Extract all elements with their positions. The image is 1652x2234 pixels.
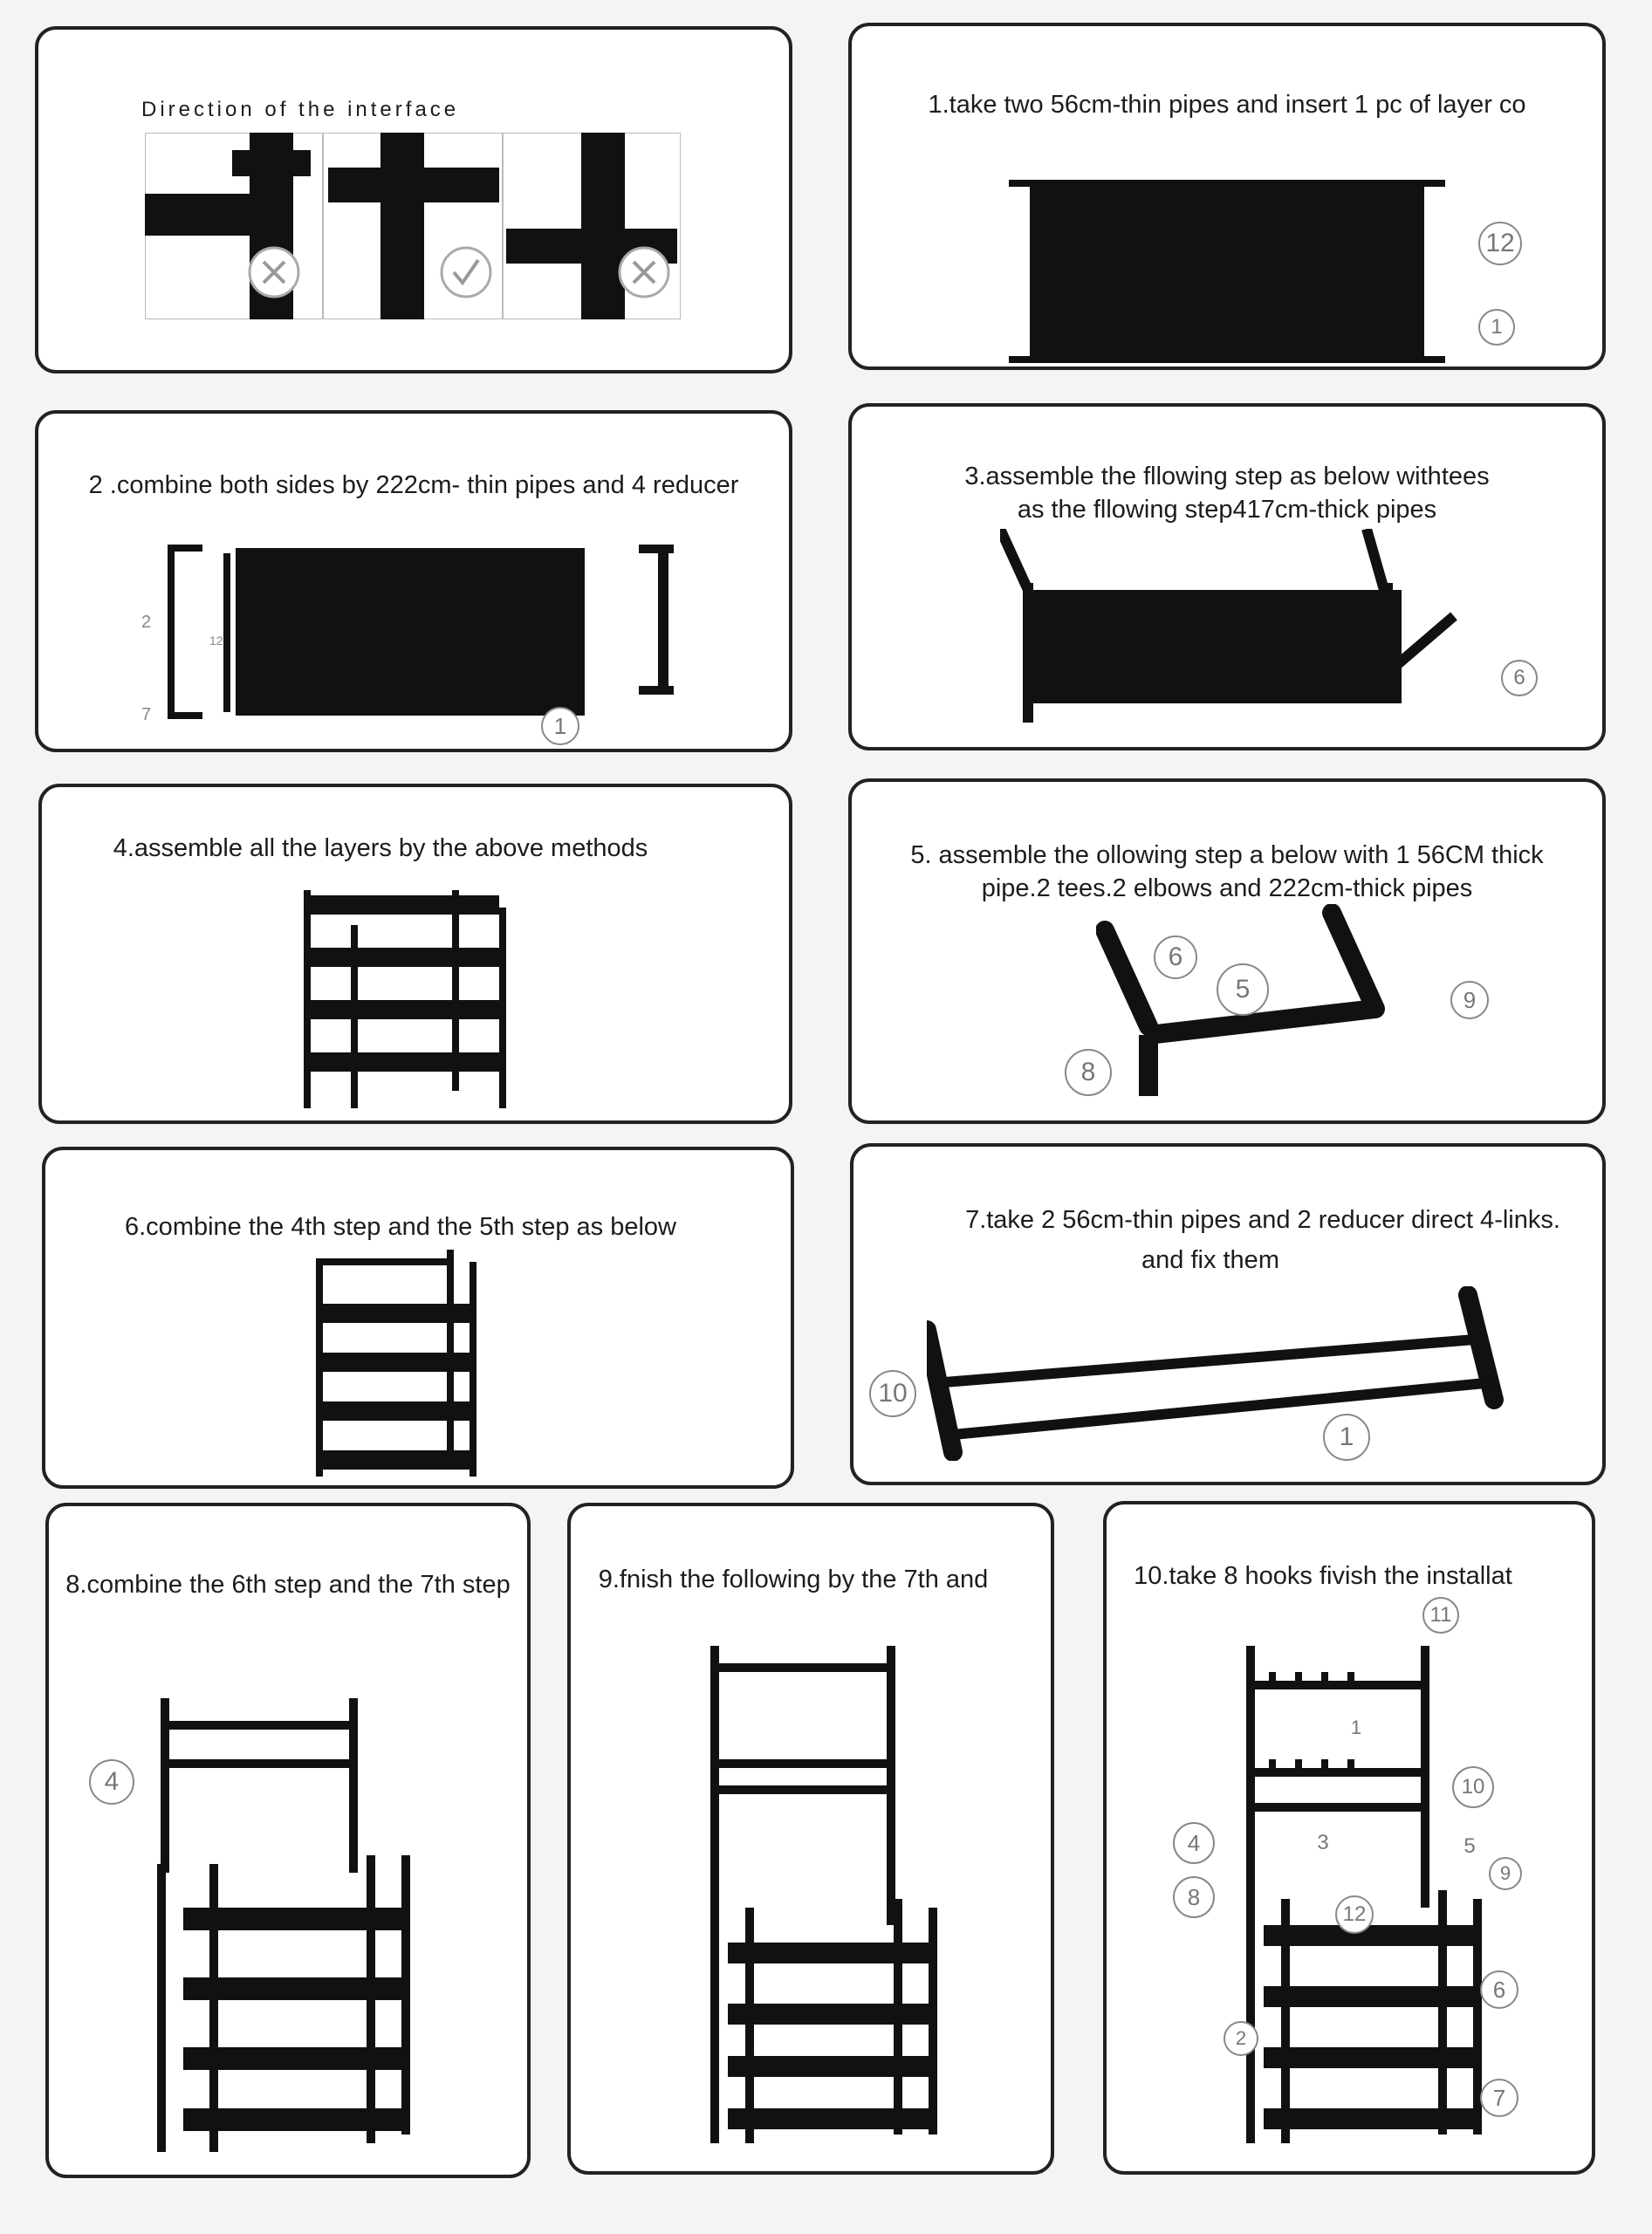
part-number-label: 6	[1480, 1970, 1518, 2009]
part-number-label: 10	[869, 1370, 916, 1417]
panel-step-5	[848, 778, 1606, 1124]
rack-with-top-bar-figure	[157, 1698, 419, 2152]
panel-caption: Direction of the interface	[141, 98, 460, 121]
part-number-label: 11	[1422, 1597, 1459, 1634]
panel-caption-line2: as the fllowing step417cm-thick pipes	[1017, 496, 1437, 524]
combined-rack-figure	[316, 1250, 482, 1477]
panel-caption: 4.assemble all the layers by the above methods	[113, 834, 648, 862]
panel-step-2	[35, 410, 792, 752]
side-frames-figure	[168, 545, 691, 719]
part-number-label: 4	[1173, 1822, 1215, 1864]
part-number-label: 9	[1450, 981, 1489, 1019]
part-number-label: 4	[89, 1759, 134, 1805]
panel-step-6	[42, 1147, 794, 1489]
part-number-label: 12	[1478, 222, 1522, 265]
panel-step-9	[567, 1503, 1054, 2175]
panel-caption-line1: 5. assemble the ollowing step a below with 1 56CM thick	[910, 841, 1544, 869]
panel-step-3	[848, 403, 1606, 750]
panel-caption: 9.fnish the following by the 7th and	[598, 1566, 989, 1593]
panel-step-7	[850, 1143, 1606, 1485]
part-number-label: 5	[1454, 1831, 1485, 1862]
part-number-label: 6	[1501, 660, 1538, 696]
part-number-label: 8	[1065, 1049, 1112, 1096]
part-number-label: 9	[1489, 1857, 1522, 1890]
panel-interface-direction	[35, 26, 792, 373]
part-number-label: 12	[1335, 1895, 1374, 1934]
part-number-label: 10	[1452, 1766, 1494, 1808]
panel-caption: 1.take two 56cm-thin pipes and insert 1 pc of layer co	[928, 91, 1526, 119]
panel-step-4	[38, 784, 792, 1124]
part-number-label: 5	[1217, 963, 1269, 1016]
part-number-label: 1	[541, 707, 579, 745]
panel-caption: 8.combine the 6th step and the 7th step	[65, 1571, 511, 1599]
interface-direction-figure	[145, 133, 681, 319]
part-number-label: 6	[1154, 935, 1197, 979]
part-number-label: 12	[209, 634, 223, 648]
part-number-label: 7	[141, 705, 152, 724]
part-number-label: 7	[1480, 2079, 1518, 2117]
part-number-label: 1	[1323, 1414, 1370, 1461]
part-number-label: 1	[1478, 309, 1515, 346]
panel-step-10	[1103, 1501, 1595, 2175]
panel-caption: 10.take 8 hooks fivish the installat	[1134, 1562, 1512, 1590]
tee-frame-figure	[1000, 529, 1489, 730]
layer-cloth-figure	[1009, 157, 1445, 367]
four-layer-rack-figure	[304, 890, 513, 1108]
panel-caption: 2 .combine both sides by 222cm- thin pipes and 4 reducer	[88, 471, 739, 499]
panel-caption: 6.combine the 4th step and the 5th step as below	[125, 1213, 676, 1241]
part-number-label: 1	[1340, 1712, 1372, 1744]
part-number-label: 2	[1224, 2021, 1258, 2056]
panel-step-1	[848, 23, 1606, 370]
panel-caption-line2: pipe.2 tees.2 elbows and 222cm-thick pipes	[981, 874, 1473, 902]
part-number-label: 2	[141, 613, 152, 632]
assembled-rack-figure	[710, 1646, 937, 2143]
panel-caption-line1: 3.assemble the fllowing step as below withtees	[964, 463, 1490, 490]
panel-caption-line2: and fix them	[1141, 1246, 1279, 1274]
part-number-label: 8	[1173, 1876, 1215, 1918]
top-bar-figure	[927, 1286, 1538, 1461]
panel-caption-line1: 7.take 2 56cm-thin pipes and 2 reducer direct 4-links.	[965, 1206, 1560, 1234]
part-number-label: 3	[1307, 1827, 1339, 1859]
panel-step-8	[45, 1503, 531, 2178]
